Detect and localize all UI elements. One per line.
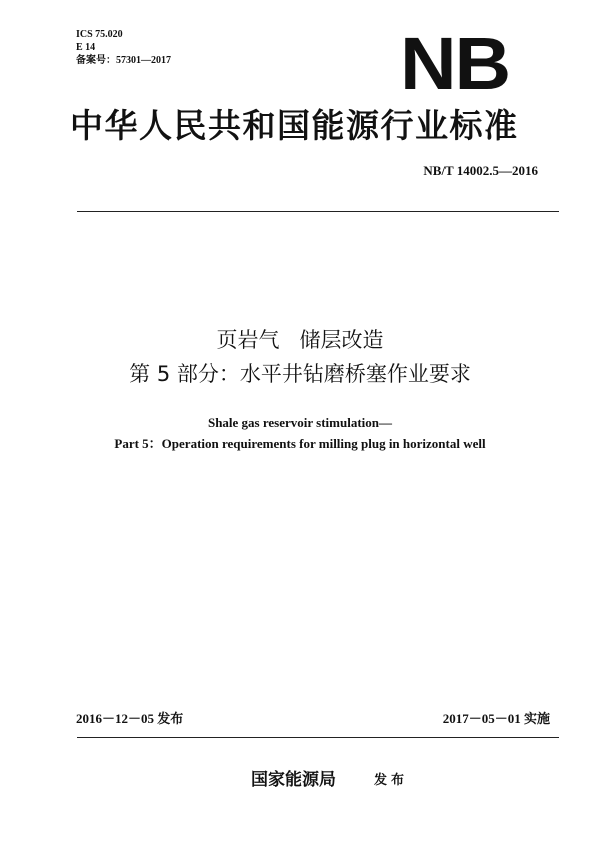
chinese-title-line-1: 页岩气 储层改造 <box>216 328 384 352</box>
publish-label: 发布 <box>374 773 409 788</box>
top-divider <box>77 211 559 212</box>
filing-number: 备案号：57301—2017 <box>76 55 171 66</box>
english-title-line-1: Shale gas reservoir stimulation— <box>207 415 393 430</box>
chinese-title-line-2: 第 5 部分：水平井钻磨桥塞作业要求 <box>129 362 471 386</box>
publisher-name: 国家能源局 <box>251 770 336 790</box>
english-title-line-2: Part 5：Operation requirements for milling plug in horizontal well <box>114 436 486 451</box>
nb-logo: NB <box>400 22 510 105</box>
issue-date: 2016－12－05 发布 <box>76 711 184 726</box>
bottom-divider <box>77 737 559 738</box>
organization-title: 中华人民共和国能源行业标准 <box>70 106 519 145</box>
ics-code: ICS 75.020 <box>76 29 123 40</box>
implementation-date: 2017－05－01 实施 <box>442 711 550 726</box>
classification-block <box>76 28 171 67</box>
classification-code: E 14 <box>76 42 96 53</box>
standard-number: NB/T 14002.5—2016 <box>423 163 538 178</box>
